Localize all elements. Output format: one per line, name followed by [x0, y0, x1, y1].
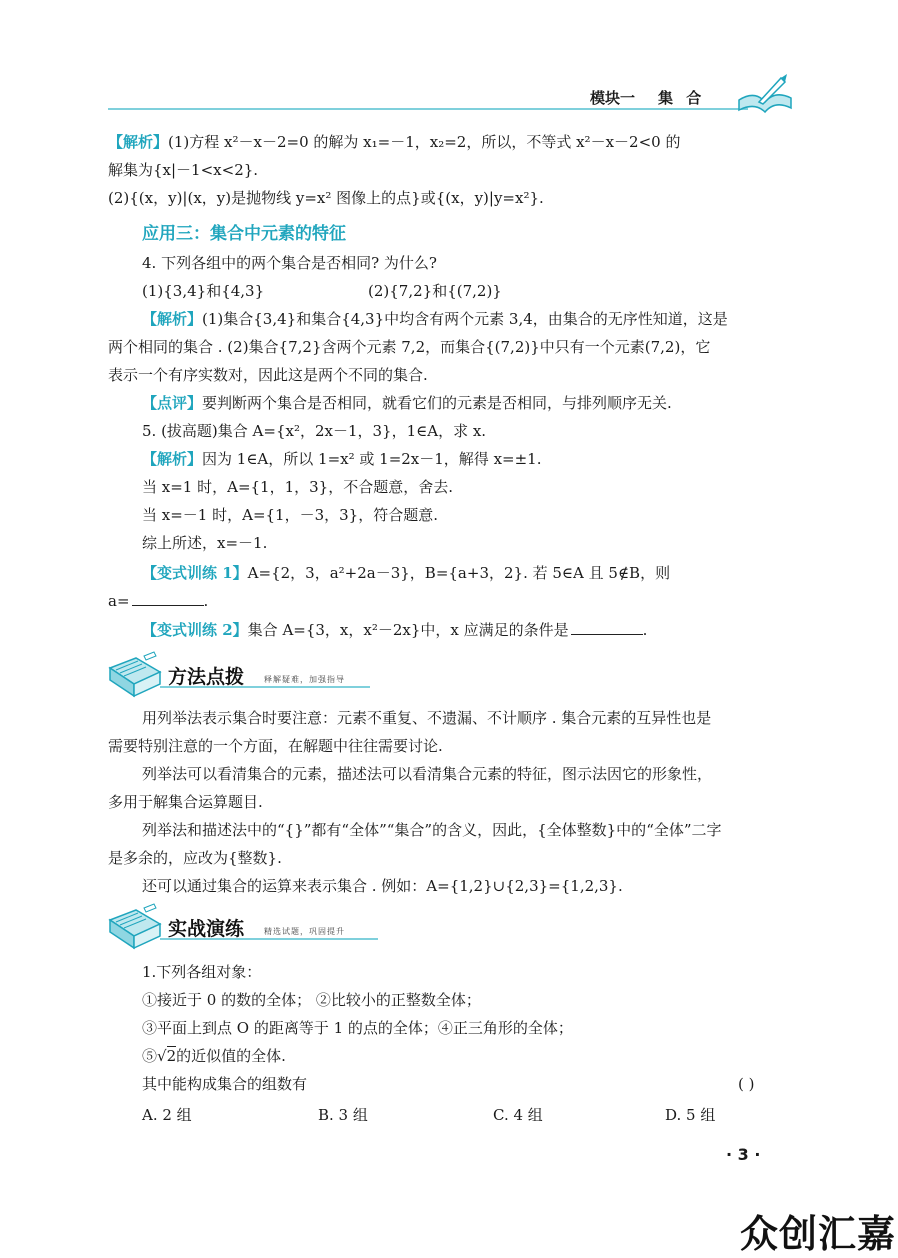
practice-q1: 1.下列各组对象： — [142, 963, 262, 981]
header-rule — [108, 108, 748, 110]
q5-analysis-line2: 当 x=1 时，A={1，1，3}，不合题意，舍去. — [142, 478, 453, 496]
q5-analysis-line4: 综上所述，x=－1. — [142, 534, 268, 552]
method-p2b: 多用于解集合运算题目. — [108, 793, 263, 811]
page-number: · 3 · — [726, 1145, 761, 1164]
q5-analysis-line1 — [142, 449, 542, 469]
practice-item3 — [142, 1046, 286, 1066]
variant2 — [142, 620, 647, 640]
method-p1a: 用列举法表示集合时要注意：元素不重复、不遗漏、不计顺序 . 集合元素的互异性也是 — [142, 709, 712, 727]
method-p4: 还可以通过集合的运算来表示集合 . 例如：A={1,2}∪{2,3}={1,2,3}. — [142, 877, 623, 895]
comment-tag: 【点评】 — [142, 394, 203, 412]
practice-ask: 其中能构成集合的组数有 — [142, 1075, 308, 1093]
method-p2a: 列举法可以看清集合的元素，描述法可以看清集合元素的特征，图示法因它的形象性， — [142, 765, 713, 783]
method-subtitle: 释解疑难，加强指导 — [264, 675, 345, 684]
variant2-text: 集合 A={3，x，x²－2x}中，x 应满足的条件是 — [247, 621, 569, 639]
variant2-end: . — [642, 621, 648, 639]
sqrt-radicand: 2 — [166, 1047, 177, 1065]
item3-prefix: ⑤ — [142, 1047, 158, 1065]
q5-stem: 5. (拔高题)集合 A={x²，2x－1，3}，1∈A，求 x. — [142, 422, 487, 440]
option-b[interactable]: B. 3 组 — [318, 1106, 368, 1124]
sqrt-symbol: √ — [157, 1047, 167, 1065]
header-module: 模块一 — [590, 89, 636, 107]
variant1 — [142, 563, 670, 583]
variant2-answer-blank[interactable] — [571, 620, 643, 635]
variant1-cont: a= — [108, 592, 130, 610]
analysis-tag: 【解析】 — [142, 450, 203, 468]
q5-analysis-line3: 当 x=－1 时，A={1，－3，3}，符合题意. — [142, 506, 438, 524]
method-title: 方法点拨 — [168, 666, 245, 688]
practice-item2: ③平面上到点 O 的距离等于 1 的点的全体；④正三角形的全体； — [142, 1019, 573, 1037]
brand-watermark: 众创汇嘉 — [740, 1212, 897, 1256]
analysis-tag: 【解析】 — [108, 133, 169, 151]
q4-part2: (2){7,2}和{(7,2)} — [368, 282, 502, 300]
answer-paren[interactable]: ( ) — [738, 1075, 755, 1093]
method-p3b: 是多余的，应改为{整数}. — [108, 849, 282, 867]
item3-text: 的近似值的全体. — [176, 1047, 286, 1065]
method-p1b: 需要特别注意的一个方面，在解题中往往需要讨论. — [108, 737, 443, 755]
analysis-tag: 【解析】 — [142, 310, 203, 328]
variant1-continuation — [108, 591, 208, 611]
option-a[interactable]: A. 2 组 — [142, 1106, 192, 1124]
notebook-icon — [106, 650, 164, 700]
q4-analysis-line3: 表示一个有序实数对，因此这是两个不同的集合. — [108, 366, 428, 384]
variant1-tag: 【变式训练 1】 — [142, 564, 248, 582]
header-book-pen-icon — [735, 72, 795, 116]
q4-stem: 4. 下列各组中的两个集合是否相同? 为什么? — [142, 254, 437, 272]
practice-title: 实战演练 — [168, 918, 245, 940]
analysis1-line2: 解集为{x|－1<x<2}. — [108, 161, 259, 179]
q4-analysis-line2: 两个相同的集合 . (2)集合{7,2}含两个元素 7,2，而集合{(7,2)}中只有一个元素(7,2)，它 — [108, 338, 711, 356]
method-p3a: 列举法和描述法中的“{}”都有“全体”“集合”的含义，因此，{全体整数}中的“全体”二字 — [142, 821, 722, 839]
analysis1-line3: (2){(x，y)|(x，y)是抛物线 y=x² 图像上的点}或{(x，y)|y=x²}. — [108, 189, 544, 207]
section3-title: 应用三：集合中元素的特征 — [142, 224, 346, 244]
notebook-icon — [106, 902, 164, 952]
q5-analysis-text1: 因为 1∈A，所以 1=x² 或 1=2x－1，解得 x=±1. — [202, 450, 542, 468]
variant1-text: A={2，3，a²+2a－3}，B={a+3，2}. 若 5∈A 且 5∉B，则 — [247, 564, 671, 582]
practice-item1: ①接近于 0 的数的全体； ②比较小的正整数全体； — [142, 991, 481, 1009]
header-topic: 集 合 — [658, 89, 706, 107]
q4-comment-text: 要判断两个集合是否相同，就看它们的元素是否相同，与排列顺序无关. — [202, 394, 672, 412]
q4-analysis-text1: (1)集合{3,4}和集合{4,3}中均含有两个元素 3,4，由集合的无序性知道，这是 — [202, 310, 728, 328]
practice-subtitle: 精选试题，巩固提升 — [264, 927, 345, 936]
option-c[interactable]: C. 4 组 — [493, 1106, 543, 1124]
variant1-end: . — [203, 592, 209, 610]
variant1-answer-blank[interactable] — [132, 591, 204, 606]
q4-analysis-line1 — [142, 309, 728, 329]
q4-part1: (1){3,4}和{4,3} — [142, 282, 265, 300]
variant2-tag: 【变式训练 2】 — [142, 621, 248, 639]
analysis1-line1 — [108, 132, 680, 152]
q4-comment — [142, 393, 672, 413]
option-d[interactable]: D. 5 组 — [665, 1106, 716, 1124]
analysis1-text1: (1)方程 x²－x－2=0 的解为 x₁=－1，x₂=2，所以，不等式 x²－x－2<0 的 — [168, 133, 681, 151]
